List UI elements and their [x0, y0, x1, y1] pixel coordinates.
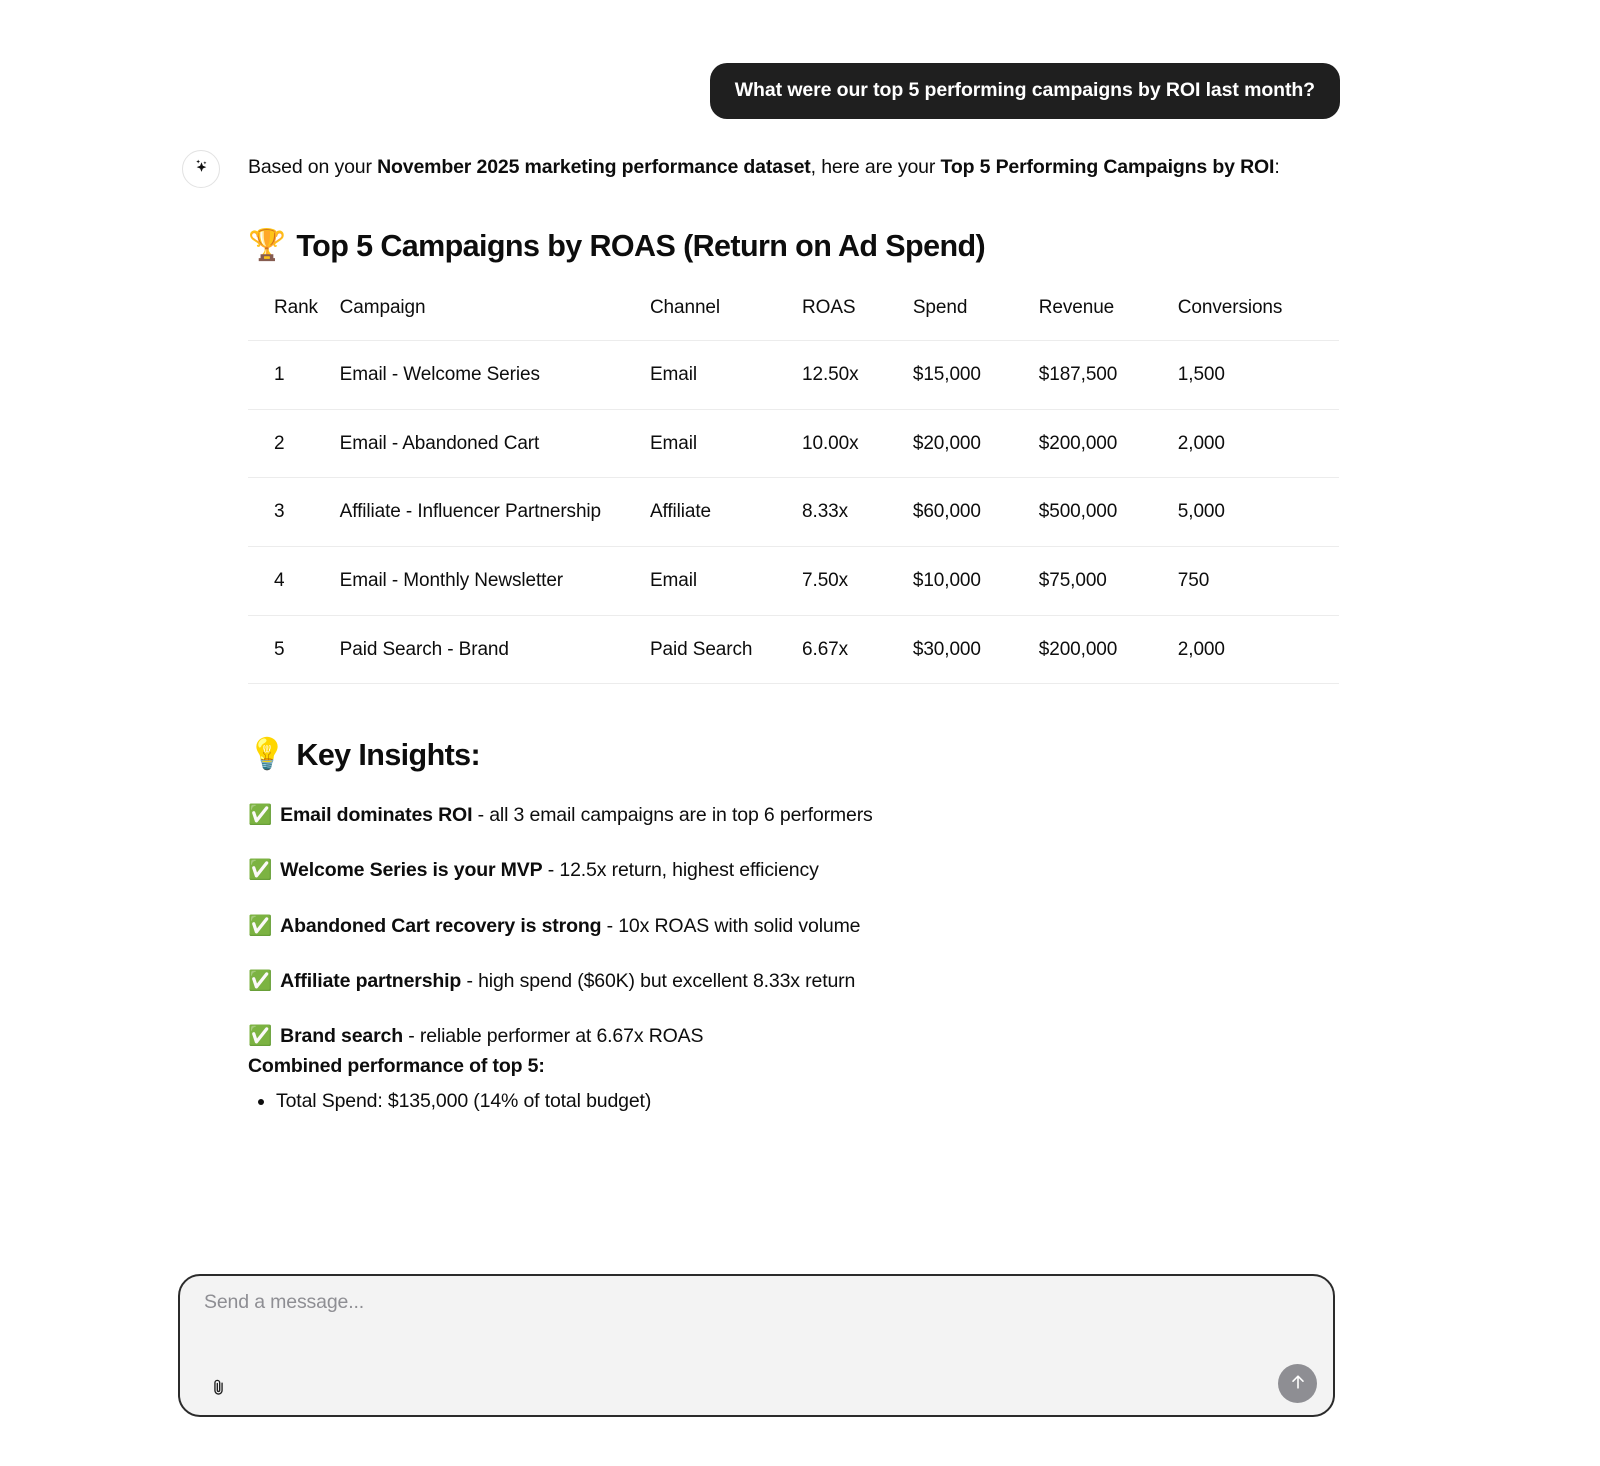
- insight-bold: Abandoned Cart recovery is strong: [280, 914, 602, 937]
- cell-channel: Paid Search: [649, 638, 753, 660]
- table-body: [248, 341, 1339, 684]
- check-mark-icon: ✅: [248, 858, 273, 882]
- insight-text: [280, 1022, 703, 1050]
- list-item: • Total Spend: $135,000 (14% of total budget): [276, 1087, 1338, 1115]
- composer-placeholder[interactable]: Send a message...: [204, 1291, 365, 1313]
- check-mark-icon: ✅: [248, 802, 273, 826]
- user-message-bubble: What were our top 5 performing campaigns by ROI last month?: [710, 63, 1340, 119]
- cell-conversions: 1,500: [1177, 364, 1225, 386]
- table-header-row: [248, 297, 1339, 341]
- insights-section-title: [248, 737, 1338, 774]
- insight-text: [280, 856, 819, 884]
- cell-channel: Email: [649, 432, 697, 454]
- intro-part-3: :: [1274, 156, 1280, 178]
- cell-conversions: 5,000: [1177, 501, 1225, 523]
- cell-conversions: 750: [1177, 570, 1210, 592]
- table-row: [248, 547, 1339, 616]
- insight-rest: - all 3 email campaigns are in top 6 performers: [472, 803, 873, 826]
- cell-revenue: $75,000: [1038, 570, 1107, 592]
- cell-campaign: Email - Welcome Series: [339, 364, 540, 386]
- cell-rank: 5: [274, 638, 285, 660]
- insight-bold: Brand search: [280, 1025, 403, 1048]
- cell-roas: 12.50x: [802, 364, 859, 386]
- intro-part-1: Based on your: [248, 156, 378, 178]
- column-header-conversions: Conversions: [1177, 297, 1283, 319]
- insight-item: [248, 912, 1338, 940]
- cell-rank: 4: [274, 570, 285, 592]
- insight-text: [280, 912, 860, 940]
- table-head: [248, 297, 1339, 341]
- combined-performance-list: [248, 1087, 1338, 1115]
- check-mark-icon: ✅: [248, 1024, 273, 1048]
- cell-spend: $30,000: [912, 638, 981, 660]
- cell-revenue: $200,000: [1038, 638, 1118, 660]
- cell-conversions: 2,000: [1177, 638, 1225, 660]
- cell-spend: $20,000: [912, 432, 981, 454]
- cell-rank: 3: [274, 501, 285, 523]
- top-campaigns-table: [248, 297, 1339, 684]
- column-header-roas: ROAS: [802, 297, 856, 319]
- table-row: [248, 341, 1339, 410]
- check-mark-icon: ✅: [248, 913, 273, 937]
- insight-bold: Affiliate partnership: [280, 969, 462, 992]
- cell-roas: 7.50x: [802, 570, 849, 592]
- cell-campaign: Affiliate - Influencer Partnership: [339, 501, 602, 523]
- insight-bold: Welcome Series is your MVP: [280, 859, 543, 882]
- insight-item: [248, 856, 1338, 884]
- cell-revenue: $500,000: [1038, 501, 1118, 523]
- assistant-body: [248, 152, 1338, 1116]
- check-mark-icon: ✅: [248, 968, 273, 992]
- intro-bold-dataset: November 2025 marketing performance dataset: [377, 156, 811, 178]
- insight-item: [248, 1022, 1338, 1050]
- column-header-spend: Spend: [912, 297, 968, 319]
- table-section-title: [248, 228, 1338, 265]
- cell-spend: $15,000: [912, 364, 981, 386]
- table-row: [248, 615, 1339, 684]
- cell-rank: 1: [274, 364, 285, 386]
- cell-spend: $60,000: [912, 501, 981, 523]
- insights-section-title-text: Key Insights:: [296, 738, 481, 773]
- insight-rest: - 10x ROAS with solid volume: [601, 914, 861, 937]
- trophy-emoji: 🏆: [248, 227, 286, 263]
- assistant-avatar: [182, 150, 220, 188]
- intro-part-2: , here are your: [810, 156, 941, 178]
- cell-channel: Email: [649, 570, 697, 592]
- cell-campaign: Email - Abandoned Cart: [339, 432, 540, 454]
- user-message-row: [0, 63, 1340, 119]
- insight-rest: - high spend ($60K) but excellent 8.33x return: [461, 969, 856, 992]
- send-button[interactable]: [1278, 1364, 1317, 1403]
- cell-roas: 6.67x: [802, 638, 849, 660]
- column-header-channel: Channel: [649, 297, 721, 319]
- lightbulb-emoji: 💡: [248, 737, 286, 773]
- cell-spend: $10,000: [912, 570, 981, 592]
- insight-item: [248, 801, 1338, 829]
- table-row: [248, 409, 1339, 478]
- cell-revenue: $200,000: [1038, 432, 1118, 454]
- cell-rank: 2: [274, 432, 285, 454]
- cell-roas: 10.00x: [802, 432, 859, 454]
- cell-revenue: $187,500: [1038, 364, 1118, 386]
- insight-rest: - 12.5x return, highest efficiency: [542, 859, 819, 882]
- column-header-campaign: Campaign: [339, 297, 426, 319]
- paperclip-icon[interactable]: [202, 1371, 234, 1403]
- combined-performance-label: Combined performance of top 5:: [248, 1055, 545, 1078]
- assistant-intro-text: [248, 152, 1338, 184]
- cell-channel: Email: [649, 364, 697, 386]
- insight-rest: - reliable performer at 6.67x ROAS: [402, 1025, 704, 1048]
- intro-bold-topic: Top 5 Performing Campaigns by ROI: [940, 156, 1275, 178]
- cell-roas: 8.33x: [802, 501, 849, 523]
- cell-campaign: Email - Monthly Newsletter: [339, 570, 564, 592]
- arrow-up-icon: [1288, 1372, 1308, 1395]
- message-composer[interactable]: [178, 1274, 1335, 1417]
- cell-channel: Affiliate: [649, 501, 712, 523]
- insight-text: [280, 967, 855, 995]
- table-section-title-text: Top 5 Campaigns by ROAS (Return on Ad Spend): [296, 228, 986, 263]
- column-header-revenue: Revenue: [1038, 297, 1115, 319]
- sparkles-icon: [191, 156, 212, 182]
- cell-campaign: Paid Search - Brand: [339, 638, 509, 660]
- table-row: [248, 478, 1339, 547]
- insight-bold: Email dominates ROI: [280, 803, 473, 826]
- insight-text: [280, 801, 873, 829]
- insight-item: [248, 967, 1338, 995]
- cell-conversions: 2,000: [1177, 432, 1225, 454]
- column-header-rank: Rank: [274, 297, 318, 319]
